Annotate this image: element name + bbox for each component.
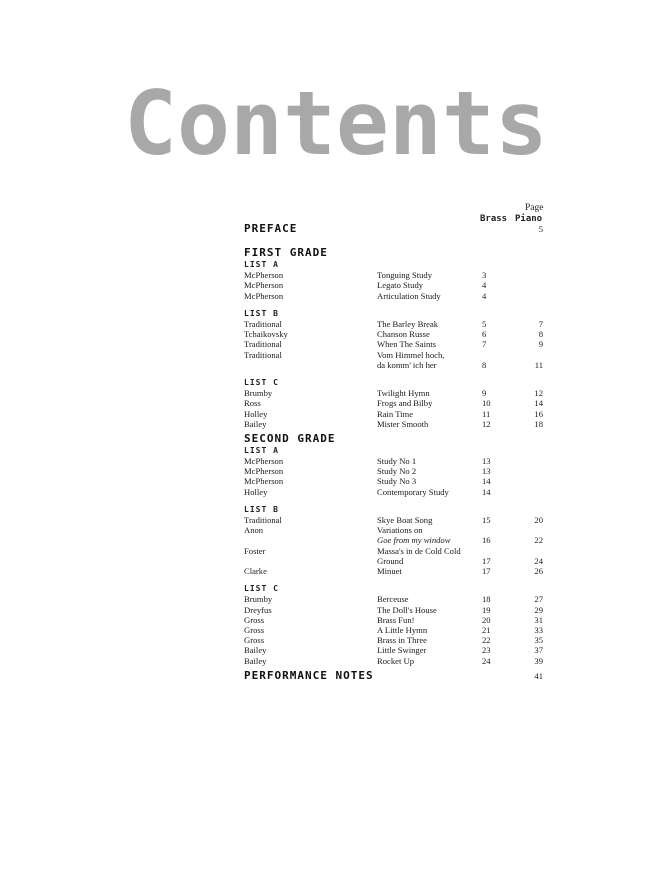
piece-title: Mister Smooth: [377, 418, 429, 429]
piece-title: Skye Boat Song: [377, 515, 433, 526]
list-item: [244, 456, 554, 466]
piano-page: 26: [534, 566, 543, 576]
list-item: [244, 546, 554, 566]
brass-page: 17: [482, 555, 491, 566]
list-item: [244, 615, 554, 625]
piece-title: Contemporary Study: [377, 486, 449, 497]
piece-title: When The Saints: [377, 339, 437, 350]
brass-page: 3: [482, 270, 487, 281]
list-item: [244, 476, 554, 486]
piece-title: Massa's in de Cold Cold: [377, 545, 461, 556]
composer: Anon: [244, 525, 264, 536]
brass-page: 19: [482, 604, 491, 615]
contents-list: [244, 222, 554, 683]
preface-heading: [244, 222, 554, 236]
performance-notes-heading: [244, 669, 554, 683]
brass-page: 17: [482, 566, 491, 576]
page-column-label: Page: [525, 203, 544, 213]
piano-page: 20: [534, 515, 543, 526]
list-item: [244, 409, 554, 419]
brass-page: 24: [482, 655, 491, 666]
piece-title: Little Swinger: [377, 645, 427, 656]
piece-title: Rain Time: [377, 408, 414, 419]
piece-title: Minuet: [377, 566, 402, 576]
composer: Holley: [244, 486, 268, 497]
brass-page: 14: [482, 476, 491, 487]
piano-page: 14: [534, 398, 543, 409]
composer: Bailey: [244, 418, 267, 429]
list-heading: LIST C: [244, 584, 279, 594]
composer: Traditional: [244, 515, 282, 526]
grade-heading: SECOND GRADE: [244, 431, 336, 445]
list-item: [244, 388, 554, 398]
brass-page: 23: [482, 645, 491, 656]
piano-page: 11: [534, 359, 543, 370]
brass-page: 5: [482, 318, 487, 329]
composer: Dreyfus: [244, 604, 272, 615]
composer: Traditional: [244, 339, 282, 350]
piano-page: 7: [538, 318, 543, 329]
piece-title: Variations on: [377, 525, 423, 536]
composer: McPherson: [244, 280, 284, 291]
performance-notes-page: 41: [534, 670, 543, 681]
composer: Bailey: [244, 655, 267, 666]
brass-page: 11: [482, 408, 491, 419]
list-item: [244, 605, 554, 615]
composer: Brumby: [244, 388, 273, 399]
performance-notes-label: PERFORMANCE NOTES: [244, 668, 374, 682]
piece-title: Brass in Three: [377, 635, 427, 646]
list-item: [244, 466, 554, 476]
composer: McPherson: [244, 466, 284, 477]
brass-page: 16: [482, 535, 491, 546]
composer: McPherson: [244, 456, 284, 467]
list-heading: LIST B: [244, 504, 279, 514]
piano-page: 18: [534, 418, 543, 429]
composer: Gross: [244, 624, 265, 635]
brass-page: 6: [482, 329, 487, 340]
piece-title: The Barley Break: [377, 318, 439, 329]
list-item: [244, 398, 554, 408]
piano-page: 12: [534, 388, 543, 399]
preface-page: 5: [538, 224, 543, 234]
composer: Brumby: [244, 594, 273, 605]
composer: Tchaikovsky: [244, 329, 288, 340]
list-heading: LIST A: [244, 445, 279, 455]
piece-title: Tonguing Study: [377, 270, 433, 281]
brass-page: 10: [482, 398, 491, 409]
list-item: [244, 319, 554, 329]
brass-page: 7: [482, 339, 487, 350]
brass-page: 4: [482, 280, 487, 291]
list-item: [244, 635, 554, 645]
piece-title-line2: Ground: [377, 555, 404, 566]
brass-page: 8: [482, 359, 487, 370]
list-item: [244, 270, 554, 280]
piano-page: 16: [534, 408, 543, 419]
list-item: [244, 645, 554, 655]
brass-column-label: Brass: [480, 214, 508, 224]
piece-title: Study No 1: [377, 456, 417, 467]
piece-title-line2: da komm' ich her: [377, 359, 437, 370]
composer: Clarke: [244, 566, 267, 576]
brass-page: 12: [482, 418, 491, 429]
piece-title: Articulation Study: [377, 290, 441, 301]
list-item: [244, 487, 554, 497]
list-item: [244, 339, 554, 349]
composer: Foster: [244, 545, 266, 556]
list-heading: LIST B: [244, 308, 279, 318]
list-item: [244, 419, 554, 429]
composer: McPherson: [244, 270, 284, 281]
list-item: [244, 525, 554, 545]
piano-page: 37: [534, 645, 543, 656]
list-item: [244, 350, 554, 370]
list-item: [244, 515, 554, 525]
list-heading: LIST C: [244, 377, 279, 387]
piano-page: 8: [538, 329, 543, 340]
piece-title: Rocket Up: [377, 655, 414, 666]
composer: Ross: [244, 398, 261, 409]
piece-title: A Little Hymn: [377, 624, 428, 635]
piano-page: 22: [534, 535, 543, 546]
brass-page: 13: [482, 456, 491, 467]
brass-page: 18: [482, 594, 491, 605]
brass-page: 20: [482, 614, 491, 625]
piece-title: Vom Himmel hoch,: [377, 349, 445, 360]
list-item: [244, 625, 554, 635]
composer: Gross: [244, 635, 265, 646]
page-title: Contents: [124, 72, 548, 175]
list-item: [244, 594, 554, 604]
piece-title: Chanson Russe: [377, 329, 430, 340]
piece-title: Berceuse: [377, 594, 409, 605]
composer: Holley: [244, 408, 268, 419]
brass-page: 14: [482, 486, 491, 497]
piano-page: 33: [534, 624, 543, 635]
piano-page: 39: [534, 655, 543, 666]
list-item: [244, 329, 554, 339]
brass-page: 22: [482, 635, 491, 646]
piano-page: 35: [534, 635, 543, 646]
piano-column-label: Piano: [515, 214, 543, 224]
grade-heading: FIRST GRADE: [244, 246, 328, 259]
brass-page: 9: [482, 388, 487, 399]
piece-title: Twilight Hymn: [377, 388, 430, 399]
composer: Gross: [244, 614, 265, 625]
composer: McPherson: [244, 290, 284, 301]
piece-title: Study No 3: [377, 476, 417, 487]
brass-page: 21: [482, 624, 491, 635]
brass-page: 13: [482, 466, 491, 477]
list-item: [244, 566, 554, 576]
list-item: [244, 280, 554, 290]
piece-title: Study No 2: [377, 466, 417, 477]
piece-title: Brass Fun!: [377, 614, 415, 625]
piano-page: 24: [534, 555, 543, 566]
piano-page: 9: [538, 339, 543, 350]
piece-title: The Doll's House: [377, 604, 437, 615]
composer: Traditional: [244, 318, 282, 329]
piece-title-line2: Goe from my window: [377, 535, 451, 546]
piano-page: 29: [534, 604, 543, 615]
piano-page: 27: [534, 594, 543, 605]
composer: McPherson: [244, 476, 284, 487]
piece-title: Frogs and Bilby: [377, 398, 433, 409]
brass-page: 15: [482, 515, 491, 526]
piano-page: 31: [534, 614, 543, 625]
piece-title: Legato Study: [377, 280, 424, 291]
composer: Traditional: [244, 349, 282, 360]
preface-label: PREFACE: [244, 222, 298, 235]
brass-page: 4: [482, 290, 487, 301]
list-heading: LIST A: [244, 260, 279, 269]
list-item: [244, 656, 554, 666]
list-item: [244, 291, 554, 301]
composer: Bailey: [244, 645, 267, 656]
